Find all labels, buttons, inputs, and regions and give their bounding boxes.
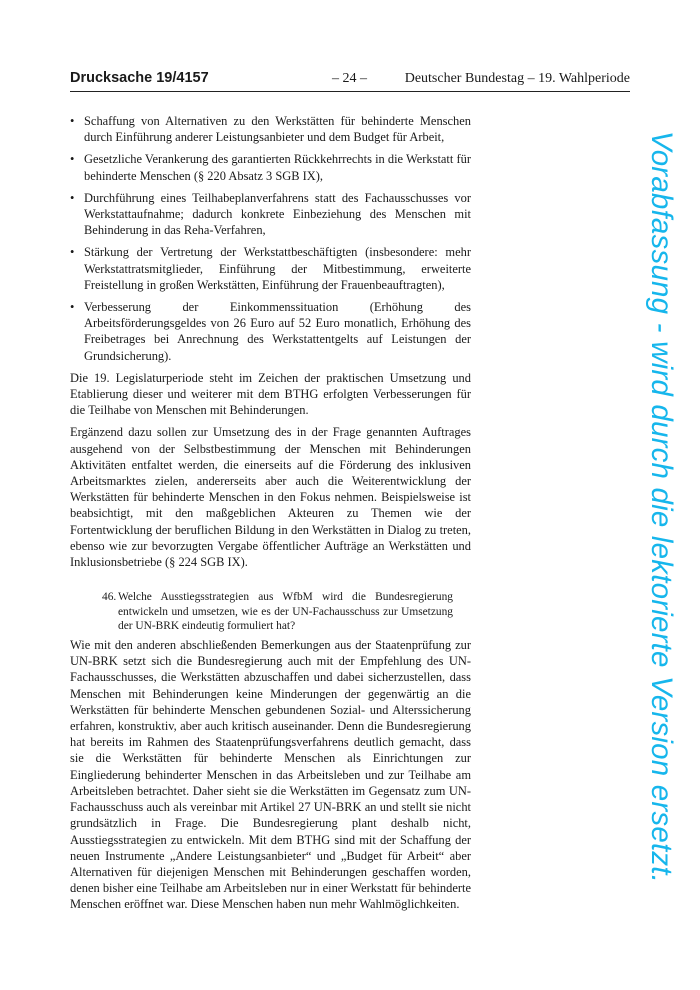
bullet-icon: • [70, 114, 75, 128]
page-number: – 24 – [332, 71, 367, 86]
bullet-item [70, 151, 471, 183]
bullet-text: Verbesserung der Einkommenssituation (Erhöhung des Arbeitsförderungsgeldes von 26 Euro auf 52 Euro monatlich, Erhöhung des Freibetrages bei Anrechnung des Werkstattentgelts auf Leistungen der Grundsicherung). [84, 300, 471, 363]
bullet-icon: • [70, 190, 75, 205]
bullet-icon: • [70, 245, 75, 260]
bullet-item [70, 299, 471, 364]
document-number-value: 4157 [176, 70, 209, 86]
bullet-item [70, 113, 471, 145]
draft-watermark [643, 112, 679, 902]
page-header [70, 70, 630, 90]
bullet-text: Schaffung von Alternativen zu den Werkstätten für behinderte Menschen durch Einführung anderer Leistungsanbieter und dem Budget für Arbeit, [84, 114, 471, 145]
bullet-text: Durchführung eines Teilhabeplanverfahrens statt des Fachausschusses vor Werkstattaufnahme; dadurch konkrete Einbeziehung des Menschen mit Behinderung in das Reha-Verfahren, [84, 190, 471, 238]
document-number [70, 70, 209, 86]
bullet-list [70, 113, 471, 364]
paragraph: Die 19. Legislaturperiode steht im Zeichen der praktischen Umsetzung und Etablierung dieser und weiterer mit dem BTHG erfolgten Verbesserungen für die Teilhabe von Menschen mit Behinderungen. [70, 370, 471, 418]
bullet-item [70, 190, 471, 239]
document-label: Drucksache 19/ [70, 70, 177, 86]
main-content [70, 113, 471, 919]
bullet-icon: • [70, 152, 75, 167]
answer-paragraph: Wie mit den anderen abschließenden Bemerkungen aus der Staatenprüfung zur UN-BRK setzt sich die Bundesregierung auch mit der Empfehlung des UN-Fachausschusses, die Werkstätten abzuschaffen und dabei sicherzustellen, dass Menschen mit Behinderungen keine Minderungen der gegenwärtig an die Werkstätten für behinderte Menschen gebundenen Sozial- und Alterssicherung erfahren, konstruktiv, aber auch kritisch auseinander. Denn die Bundesregierung hat bereits im Rahmen des Staatenprüfungsverfahrens deutlich gemacht, dass sie die Werkstätten für behinderte Menschen als Einrichtungen zur Eingliederung behinderter Menschen in das Arbeitsleben und zur Teilhabe am Arbeitsleben betrachtet. Daher sieht sie die Werkstätten im Gegensatz zum UN-Fachausschuss auch als vereinbar mit Artikel 27 UN-BRK an und stellt sie nicht grundsätzlich in Frage. Die Bundesregierung plant deshalb nicht, Ausstiegsstrategien zu entwickeln. Mit dem BTHG sind mit der Schaffung der neuen Instrumente „Andere Leistungsanbieter“ und „Budget für Arbeit“ aber Alternativen für diejenigen Menschen mit Behinderungen geschaffen worden, denen bisher eine Teilhabe am Arbeitsleben nur in einer Werkstatt für behinderte Menschen eröffnet war. Diese Menschen haben nun mehr Wahlmöglichkeiten. [70, 638, 471, 912]
paragraph: Ergänzend dazu sollen zur Umsetzung des in der Frage genannten Auftrages ausgehend von der Selbstbestimmung der Menschen mit Behinderungen Aktivitäten entfaltet werden, die einerseits auf die Förderung des inklusiven Arbeitsmarktes zielen, andererseits aber auch die Weiterentwicklung der Werkstätten für behinderte Menschen in den Fokus nehmen. Beispielsweise ist beabsichtigt, mit den maßgeblichen Akteuren zu Themen wie der Fortentwicklung der beruflichen Bildung in den Werkstätten in Dialog zu treten, ebenso wie zur bevorzugten Vergabe öffentlicher Aufträge an Werkstätten und Inklusionsbetriebe (§ 224 SGB IX). [70, 425, 471, 570]
bullet-text: Stärkung der Vertretung der Werkstattbeschäftigten (insbesondere: mehr Werkstattratsmitglieder, Einführung der Mitbestimmung, erweiterte Freistellung in großen Werkstätten, Einführung der Frauenbeauftragten), [84, 245, 471, 292]
bullet-text: Gesetzliche Verankerung des garantierten Rückkehrrechts in die Werkstatt für behinderte Menschen (§ 220 Absatz 3 SGB IX), [84, 152, 471, 183]
bullet-item [70, 244, 471, 293]
question-text: Welche Ausstiegsstrategien aus WfbM wird die Bundesregierung entwickeln und umsetzen, wie es der UN-Fachausschuss zur Umsetzung der UN-BRK eindeutig formuliert hat? [118, 591, 453, 633]
question-number: 46. [102, 591, 117, 604]
header-divider [70, 91, 630, 92]
watermark-text: Vorabfassung - wird durch die lektorierte Version ersetzt. [645, 130, 678, 884]
publisher-label: Deutscher Bundestag – 19. Wahlperiode [404, 71, 630, 86]
question-block [70, 590, 471, 634]
bullet-icon: • [70, 300, 75, 315]
